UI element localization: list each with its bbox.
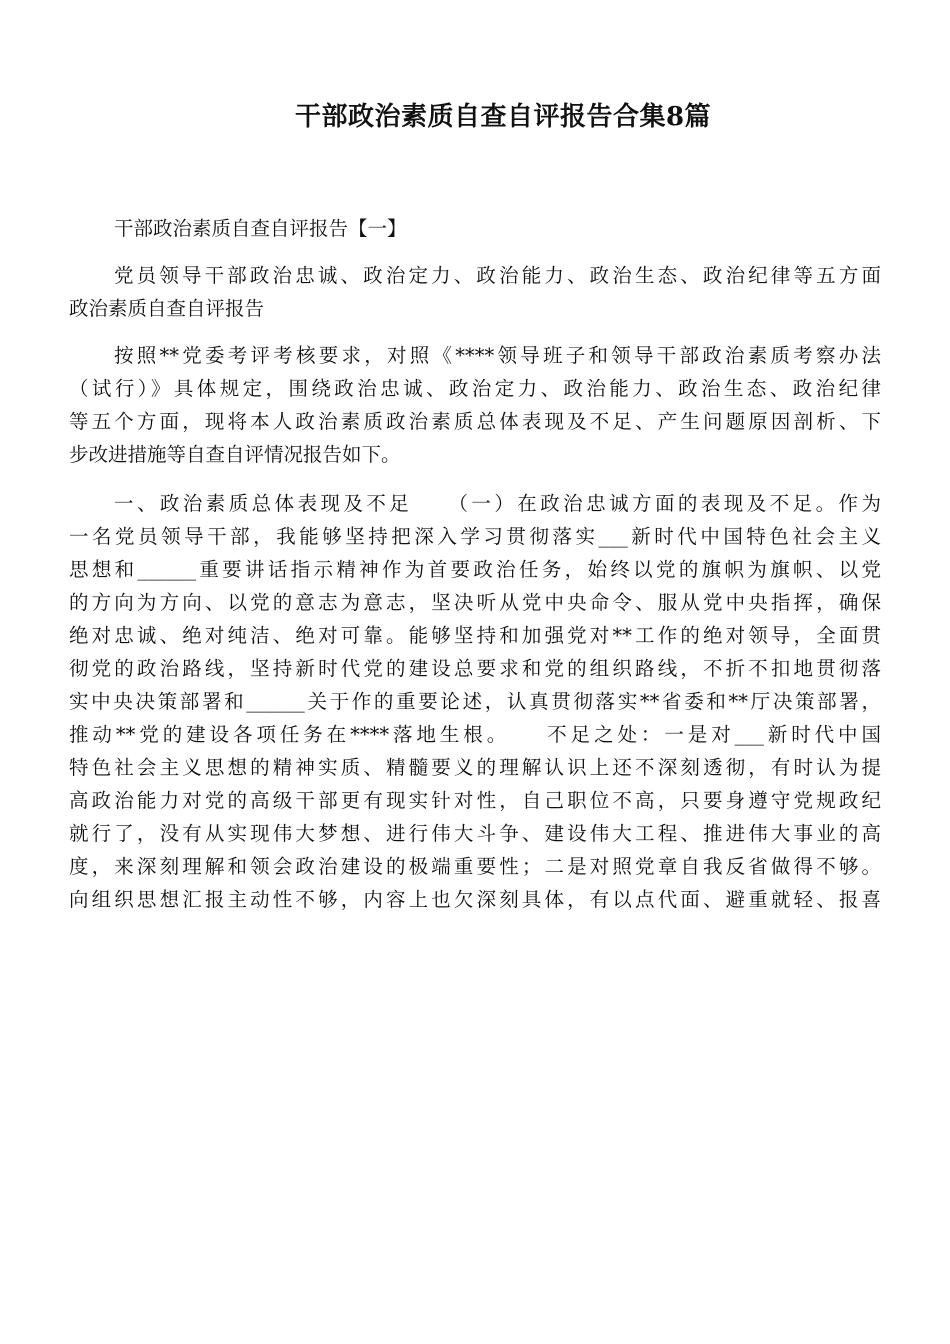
section-heading: 干部政治素质自查自评报告【一】 <box>114 217 407 240</box>
paragraph-line: 思想和______重要讲话指示精神作为首要政治任务，始终以党的旗帜为旗帜、以党 <box>69 558 881 581</box>
paragraph-line: 特色社会主义思想的精神实质、精髓要义的理解认识上还不深刻透彻，有时认为提 <box>69 756 881 779</box>
paragraph-line: 按照**党委考评考核要求，对照《****领导班子和领导干部政治素质考察办法 <box>114 344 881 367</box>
document-body <box>69 212 881 916</box>
paragraph-1 <box>69 259 881 325</box>
paragraph-line: 党员领导干部政治忠诚、政治定力、政治能力、政治生态、政治纪律等五方面 <box>114 264 881 287</box>
paragraph-line: 高政治能力对党的高级干部更有现实针对性，自己职位不高，只要身遵守党规政纪 <box>69 789 881 812</box>
paragraph-line: 就行了，没有从实现伟大梦想、进行伟大斗争、建设伟大工程、推进伟大事业的高 <box>69 822 881 845</box>
paragraph-line: 绝对忠诚、绝对纯洁、绝对可靠。能够坚持和加强党对**工作的绝对领导，全面贯 <box>69 624 881 647</box>
paragraph-line: 度，来深刻理解和领会政治建设的极端重要性；二是对照党章自我反省做得不够。 <box>69 855 881 878</box>
paragraph-line: 实中央决策部署和______关于作的重要论述，认真贯彻落实**省委和**厅决策部署， <box>69 690 881 713</box>
paragraph-line: 步改进措施等自查自评情况报告如下。 <box>69 443 401 466</box>
paragraph-3 <box>69 487 881 916</box>
document-title: 干部政治素质自查自评报告合集8篇 <box>294 102 712 132</box>
paragraph-line: 的方向为方向、以党的意志为意志，坚决听从党中央命令、服从党中央指挥，确保 <box>69 591 881 614</box>
paragraph-line: 等五个方面，现将本人政治素质政治素质总体表现及不足、产生问题原因剖析、下 <box>69 410 881 433</box>
paragraph-line: （试行）》具体规定，围绕政治忠诚、政治定力、政治能力、政治生态、政治纪律 <box>69 377 881 400</box>
paragraph-line: 一、政治素质总体表现及不足 （一）在政治忠诚方面的表现及不足。作为 <box>114 492 881 515</box>
paragraph-line: 推动**党的建设各项任务在****落地生根。 不足之处：一是对___新时代中国 <box>69 723 881 746</box>
paragraph-line: 彻党的政治路线，坚持新时代党的建设总要求和党的组织路线，不折不扣地贯彻落 <box>69 657 881 680</box>
paragraph-2 <box>69 339 881 471</box>
paragraph-line: 一名党员领导干部，我能够坚持把深入学习贯彻落实___新时代中国特色社会主义 <box>69 525 881 548</box>
paragraph-line: 政治素质自查自评报告 <box>69 297 265 320</box>
paragraph-line: 向组织思想汇报主动性不够，内容上也欠深刻具体，有以点代面、避重就轻、报喜 <box>69 888 881 911</box>
